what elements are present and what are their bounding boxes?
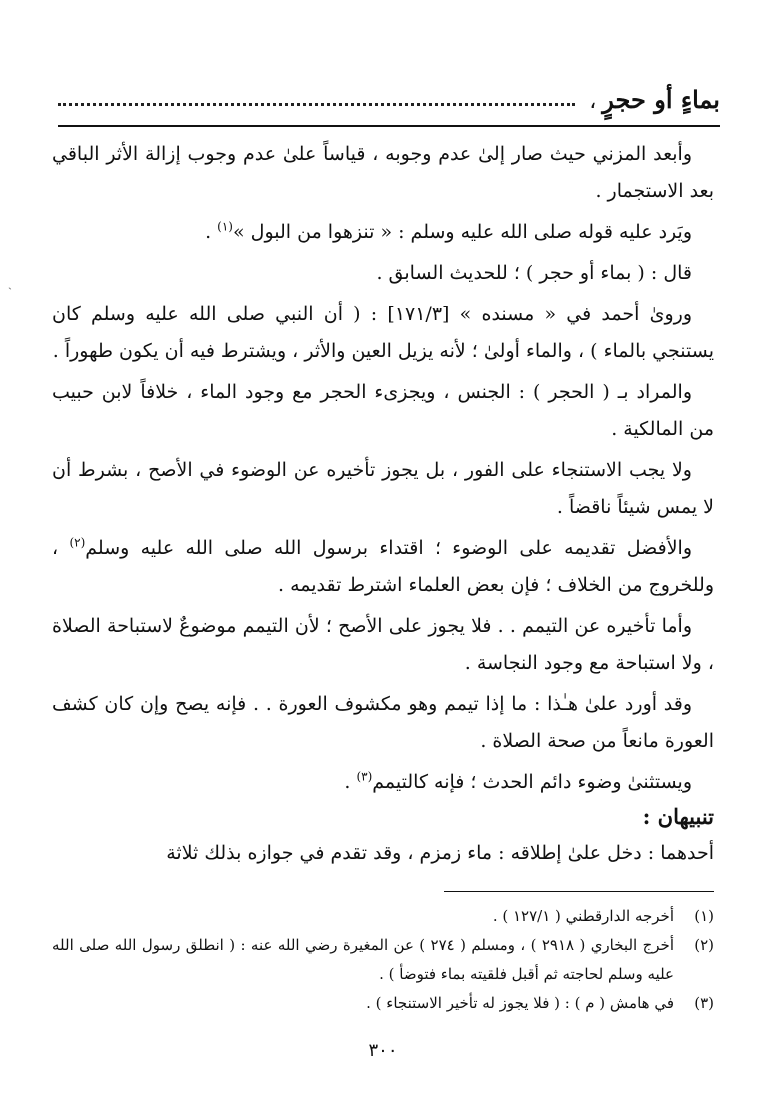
footnote [52,989,714,1018]
footnote-text: أخرج البخاري ( ٢٩١٨ ) ، ومسلم ( ٢٧٤ ) عن المغيرة رضي الله عنه : ( انطلق رسول الله صلى الله عليه وسلم لحاجته ثم أقبل فلقيته بماء فتوضأ ) . [52,936,674,983]
page-number: ٣٠٠ [368,1040,398,1061]
paragraph: ورویٰ أحمد في « مسنده » [١٧١/٣] : ( أن النبي صلى الله عليه وسلم كان يستنجي بالماء ) ، والماء أولىٰ ؛ لأنه يزيل العين والأثر ، ويشترط فيه أن يكون طهوراً . [52,303,714,362]
footnote-rule [444,891,714,892]
footnote-ref[interactable]: (٢) [69,535,86,550]
paragraph: ويستثنىٰ وضوء دائم الحدث ؛ فإنه كالتيمم$^{(٣)}$ . [344,769,692,793]
footnotes [52,902,714,1018]
footnote-number: (٢) [694,936,714,954]
paragraph: وأما تأخيره عن التيمم . . فلا يجوز على الأصح ؛ لأن التيمم موضوعٌ لاستباحة الصلاة ، ولا استباحة مع وجود النجاسة . [52,615,714,674]
header-title: بماءٍ أو حجرٍ [602,85,720,114]
paragraph: قال : ( بماء أو حجر ) ؛ للحديث السابق . [376,262,692,284]
header-dot-leader [58,103,575,106]
margin-mark: ˎ [8,276,12,290]
section-text: أحدهما : دخل علىٰ إطلاقه : ماء زمزم ، وقد تقدم في جوازه بذلك ثلاثة [166,842,714,864]
main-text [52,136,714,805]
footnote-number: (١) [694,907,714,925]
header-separator: ، [589,89,597,114]
paragraph: وقد أورد علىٰ هـٰذا : ما إذا تيمم وهو مكشوف العورة . . فإنه يصح وإن كان كشف العورة مانعاً من صحة الصلاة . [52,693,714,752]
paragraph: والمراد بـ ( الحجر ) : الجنس ، ويجزىء الحجر مع وجود الماء ، خلافاً لابن حبيب من المالكية . [52,381,714,440]
header-rule [58,125,720,127]
footnote [52,931,714,989]
paragraph: والأفضل تقديمه على الوضوء ؛ اقتداء برسول الله صلى الله عليه وسلم$^{(٢)}$ ، وللخروج من الخلاف ؛ فإن بعض العلماء اشترط تقديمه . [52,535,714,596]
paragraph: ولا يجب الاستنجاء على الفور ، بل يجوز تأخيره عن الوضوء في الأصح ، بشرط أن لا يمس شيئاً ناقضاً . [52,459,714,518]
footnote-text: في هامش ( م ) : ( فلا يجوز له تأخير الاستنجاء ) . [366,994,674,1012]
footnote-ref[interactable]: (١) [217,219,233,234]
paragraph: ويَرد عليه قوله صلى الله عليه وسلم : « تنزهوا من البول »$^{(١)}$ . [205,219,692,243]
paragraph: وأبعد المزني حيث صار إلىٰ عدم وجوبه ، قياساً علىٰ عدم وجوب إزالة الأثر الباقي بعد الاستجمار . [52,143,714,202]
section-heading: تنبيهان : [642,804,714,829]
footnote-text: أخرجه الدارقطني ( ١٢٧/١ ) . [492,907,674,925]
footnote-ref[interactable]: (٣) [356,769,373,784]
running-header [58,74,720,114]
footnote [52,902,714,931]
notes-section [52,798,714,872]
footnote-number: (٣) [694,994,714,1012]
